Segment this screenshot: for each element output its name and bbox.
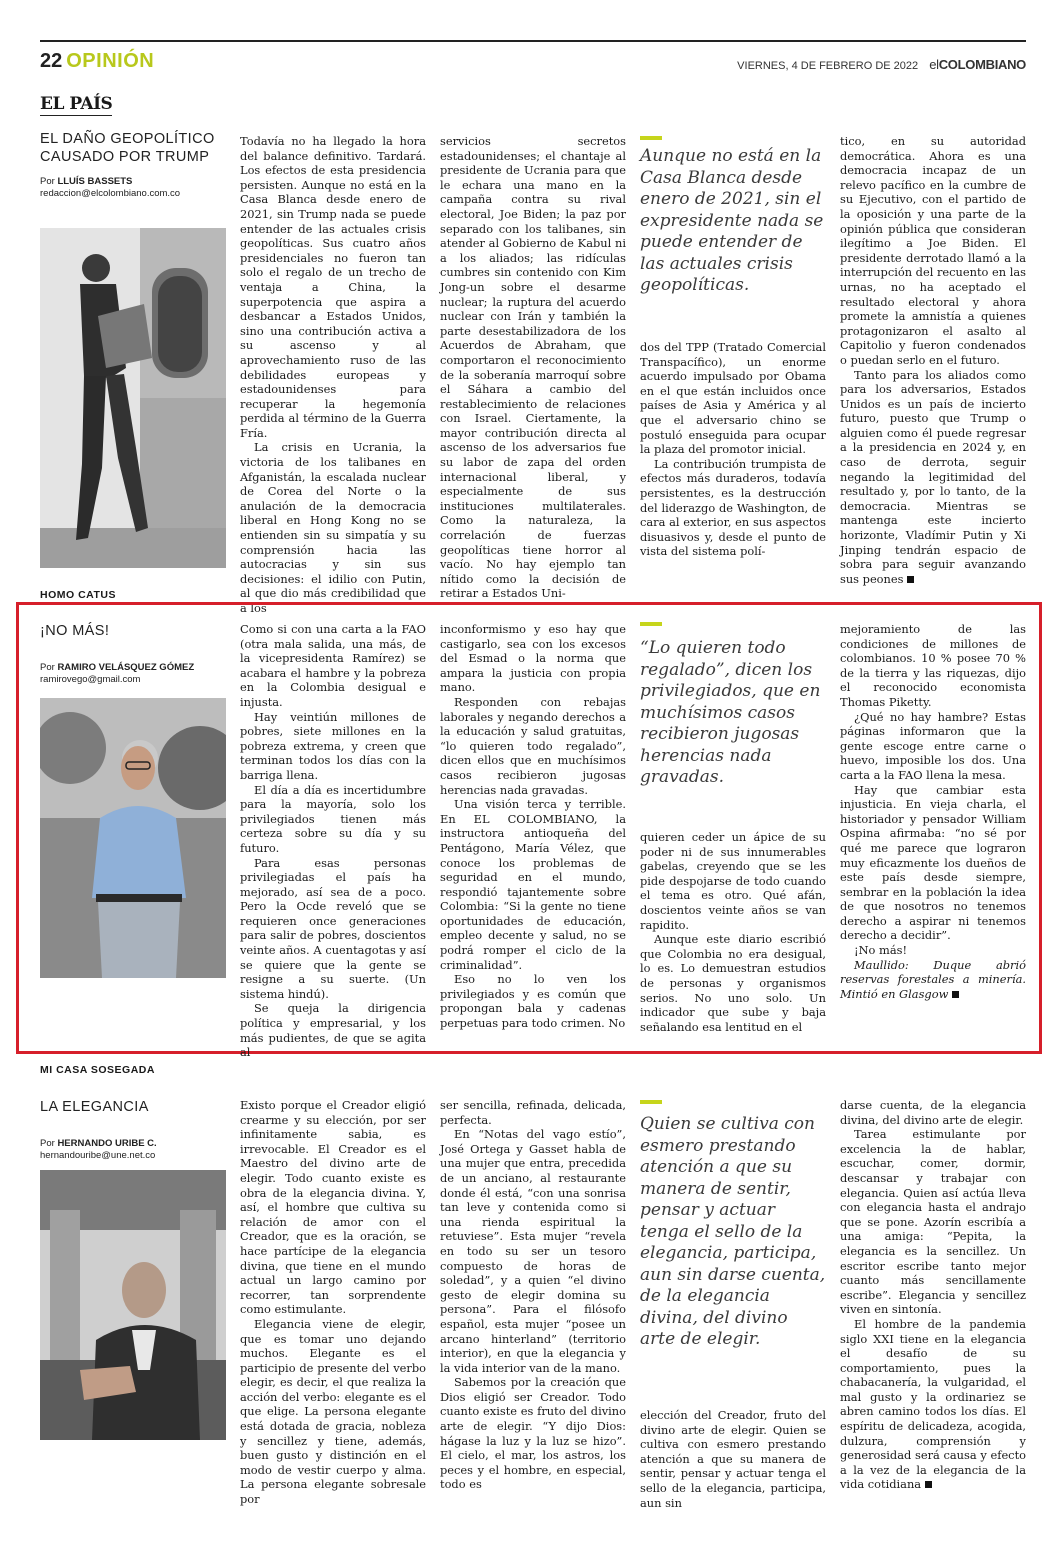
pullquote-accent [640,136,662,140]
source-tag: EL PAÍS [40,94,113,114]
article-body-col-3: quieren ceder un ápice de su poder ni de sus innumerables gabelas, creyendo que se les pide despojarse de todo cuando el tema es otro. Qué afán, doscientos veinte años se van rapidito. Aunque este diario escribió que Colombia no era desigual, lo es. Lo demuestran estudios de personas y organismos serios. No uno solo. Un indicador que sube y baja señalando esa lentitud en el [640,830,826,1034]
top-rule [40,40,1026,42]
article-mi-casa-sosegada [40,1098,1026,1538]
article-body-col-1: Como si con una carta a la FAO (otra mala salida, una más, de la vicepresidenta Ramírez) se acabara el hambre y la pobreza en la Colombia desigual e injusta. Hay veintiún millones de pobres, siete millones en la pobreza extrema, y creen que terminan todos los días con la barriga llena. El día a día es incertidumbre para la mayoría, solo los privilegiados tienen más certeza sobre su día y su futuro. Para esas personas privilegiadas el país ha mejorado, así sea de a poco. Pero la Ocde reveló que se requieren once generaciones para salir de pobres, doscientos veinte años. A cuentagotas y así se quiere que la gente se resigne a su suerte. (Un sistema hindú). Se queja la dirigencia política y empresarial, y los más pudientes, de que se agita al [240,622,426,1060]
pull-quote: Aunque no está en la Casa Blanca desde enero de 2021, sin el expresidente nada se puede entender de las actuales crisis geopolíticas. [640,146,824,295]
issue-date: VIERNES, 4 DE FEBRERO DE 2022 [737,60,919,72]
column-tag: MI CASA SOSEGADA [40,1064,155,1076]
article-headline: LA ELEGANCIA [40,1099,149,1115]
author-name: LLUÍS BASSETS [57,176,133,187]
article-body-col-3: elección del Creador, fruto del divino arte de elegir. Quien se cultiva con esmero prestando atención a que su manera de sentir, pensar y actuar tenga el sello de la elegancia, participa, aun sin [640,1408,826,1510]
article-body-col-4: mejoramiento de las condiciones de millones de colombianos. 10 % posee 70 % de la tierra y las riquezas, dijo el reconocido economista Thomas Piketty. ¿Qué no hay hambre? Estas páginas informaron que la gente escoge entre carne o huevo, imposible los dos. Una carta a la FAO llena la mesa. Hay que cambiar esta injusticia. En vieja charla, el historiador y pensador William Ospina afirmaba: “no sé por qué me parece que lograron muy eficazmente los dueños de este país desde siempre, sembrar en la población la idea de que nosotros no tenemos derecho a aspirar ni tenemos derecho a decidir”. ¡No más! Maullido: Duque abrió reservas forestales a minería. Mintió en Glasgow [840,622,1026,1001]
dateline [737,57,1026,72]
author-photo [40,698,226,978]
author-name: HERNANDO URIBE C. [57,1138,157,1149]
byline: Por LLUÍS BASSETS redaccion@elcolombiano.com.co [40,176,181,199]
page-number: 22 [40,50,63,72]
end-mark [907,576,914,583]
column-tag: HOMO CATUS [40,589,116,601]
article-body-col-2: ser sencilla, refinada, delicada, perfecta. En “Notas del vago estío”, José Ortega y Gasset habla de una mujer que entra, precedida de un anciano, al restaurante donde él está, “con una sonrisa tan leve y contenida como si una rienda espiritual la retuviese”. Esta mujer “revela en todo su ser un tesoro compuesto de horas de soledad”, y a quien “el divino gesto de elegir domina su persona”. Para el filósofo español, esta mujer “posee un arcano hinterland” (territorio interior), en que la elegancia y la vida interior van de la mano. Sabemos por la creación que Dios eligió ser Creador. Todo cuanto existe es fruto del divino arte de elegir. “Y dijo Dios: hágase la luz y la luz se hizo”. El cielo, el mar, los astros, los peces y el hombre, en especial, todo es [440,1098,626,1492]
article-body-col-2: servicios secretos estadounidenses; el chantaje al presidente de Ucrania para que le echara una mano en la campaña contra su rival electoral, Joe Biden; la paz por separado con los talibanes, sin atender al Gobierno de Kabul ni a los aliados; las ridículas cumbres sin contenido con Kim Jong-un sobre el desarme nuclear; la ruptura del acuerdo nuclear con Irán y también la parte desestabilizadora de los Acuerdos de Abraham, que comportaron el reconocimiento de la soberanía marroquí sobre el Sáhara a cambio del restablecimiento de relaciones con Israel. Ciertamente, la mayor contribución directa al ascenso de los adversarios fue su labor de zapa del orden internacional liberal, y especialmente de sus instituciones multilaterales. Como la naturaleza, la correlación de fuerzas geopolíticas tiene horror al vacío. No hay ejemplo tan nítido como la decisión de retirar a Estados Uni- [440,134,626,601]
article-headline: ¡NO MÁS! [40,623,110,639]
author-email: ramirovego@gmail.com [40,674,141,685]
section-name: OPINIÓN [66,50,155,72]
byline: Por RAMIRO VELÁSQUEZ GÓMEZ ramirovego@gmail.com [40,662,195,685]
pullquote-accent [640,1100,662,1104]
pull-quote: Quien se cultiva con esmero prestando atención a que su manera de sentir, pensar y actuar tenga el sello de la elegancia, participa, aun sin darse cuenta, de la elegancia divina, del divino arte de elegir. [640,1114,826,1349]
article-homo-catus [40,622,1026,1060]
article-body-col-4: tico, en su autoridad democrática. Ahora es una democracia incapaz de un relevo pacífico en la cumbre de su Ejecutivo, con el partido de la oposición y una parte de la opinión pública que consideran ilegítimo a Joe Biden. El presidente derrotado llamó a la interrupción del recuento en las urnas, no ha aceptado el resultado electoral y ahora promete la amnistía a quienes protagonizaron el asalto al Capitolio y fueron condenados o puedan serlo en el futuro. Tanto para los aliados como para los adversarios, Estados Unidos es un país de incierto futuro, puesto que Trump o alguien como él puede regresar a la presidencia en 2024 y, en caso de derrota, seguir negando la legitimidad del resultado y, por lo tanto, de la democracia. Mientras se mantenga este incierto horizonte, Vladímir Putin y Xi Jinping tendrán espacio de sobra para seguir avanzando sus peones [840,134,1026,586]
end-mark [952,991,959,998]
end-mark [925,1481,932,1488]
author-email: hernandouribe@une.net.co [40,1150,156,1161]
pull-quote: “Lo quieren todo regalado”, dicen los privilegiados, que en muchísimos casos recibieron jugosas herencias nada gravadas. [640,638,821,787]
byline: Por HERNANDO URIBE C. hernandouribe@une.net.co [40,1138,157,1161]
pullquote-accent [640,622,662,626]
article-body-col-1: Existo porque el Creador eligió crearme y su elección, por ser infinitamente sabia, es irrevocable. El Creador es el Maestro del divino arte de elegir. Todo cuanto existe es obra de la elegancia divina. Y, así, el hombre que cultiva su relación de amor con el Creador, que es la oración, se hace partícipe de la elegancia divina, que tiene en el mundo actual un largo camino por recorrer, tan sorprendente como estimulante. Elegancia viene de elegir, que es tomar uno dejando muchos. Elegante es el participio de presente del verbo elegir, es decir, el que realiza la acción del verbo: elegante es el que elige. La persona elegante está dotada de gracia, nobleza y sencillez y tiene, además, buen gusto y distinción en el modo de vestir cuerpo y alma. La persona elegante sobresale por [240,1098,426,1507]
statue-photo [40,228,226,568]
article-body-col-3: dos del TPP (Tratado Comercial Transpacífico), un enorme acuerdo impulsado por Obama en el que están incluidos once países de Asia y América y al que el adversario chino se postuló enseguida para ocupar la plaza del promotor inicial. La contribución trumpista de efectos más duraderos, todavía persistentes, es la destrucción del liderazgo de Washington, de cara al exterior, en sus aspectos disuasivos y, desde el punto de vista del sistema polí- [640,340,826,559]
article-body-col-1: Todavía no ha llegado la hora del balance definitivo. Tardará. Los efectos de esta presidencia persisten. Aunque no está en la Casa Blanca desde enero de 2021, sin Trump nada se puede entender de las actuales crisis geopolíticas. Sus cuatro años presidenciales no fueron tan solo el regalo de un trecho de ventaja a China, la superpotencia que aspira a desbancar a Estados Unidos, sino una contribución activa a su ascenso y al aprovechamiento ruso de las debilidades europeas y estadounidenses para recuperar la hegemonía perdida al término de la Guerra Fría. La crisis en Ucrania, la victoria de los talibanes en Afganistán, la escalada nuclear de Corea del Norte o la anulación de la democracia liberal en Hong Kong no se entienden sin su simpatía y su comprensión hacia las autocracias y sin sus decisiones: el idilio con Putin, al que dio más credibilidad que a los [240,134,426,615]
article-body-col-2: inconformismo y eso hay que castigarlo, sea con los excesos del Esmad o la norma que ampara la justicia con propia mano. Responden con rebajas laborales y negando derechos a la educación y salud gratuitas, “lo quieren todo regalado”, dicen ellos que en muchísimos casos recibieron jugosas herencias nada gravadas. Una visión terca y terrible. En EL COLOMBIANO, la instructora antioqueña del Pentágono, María Vélez, que conoce los problemas de seguridad en el mundo, respondió tajantemente sobre Colombia: “Si la gente no tiene oportunidades de educación, empleo decente y salud, no se podrá romper el ciclo de la criminalidad”. Eso no lo ven los privilegiados y es común que propongan bala y cadenas perpetuas para todo crimen. No [440,622,626,1031]
author-email: redaccion@elcolombiano.com.co [40,188,181,199]
author-name: RAMIRO VELÁSQUEZ GÓMEZ [57,662,195,673]
masthead-logo: elCOLOMBIANO [929,57,1026,72]
page-folio [40,50,154,73]
article-headline: EL DAÑO GEOPOLÍTICO CAUSADO POR TRUMP [40,131,215,165]
author-photo [40,1170,226,1440]
article-body-col-4: darse cuenta, de la elegancia divina, del divino arte de elegir. Tarea estimulante por excelencia la de hablar, escuchar, comer, dormir, descansar y trabajar con elegancia. Quien así actúa lleva con elegancia hasta el andrajo que se pone. Azorín escribía a una amiga: “Pepita, la elegancia es la sencillez. Un escritor escribe tanto mejor cuanto más sencillamente escribe”. Elegancia y sencillez viven en sintonía. El hombre de la pandemia siglo XXI tiene en la elegancia el desafío de su comportamiento, pues la chabacanería, la vulgaridad, el mal gusto y la ordinariez se abren camino todos los días. El espíritu de delicadeza, acogida, dulzura, comprensión y generosidad será causa y efecto a la vez de la elegancia de la vida cotidiana [840,1098,1026,1492]
